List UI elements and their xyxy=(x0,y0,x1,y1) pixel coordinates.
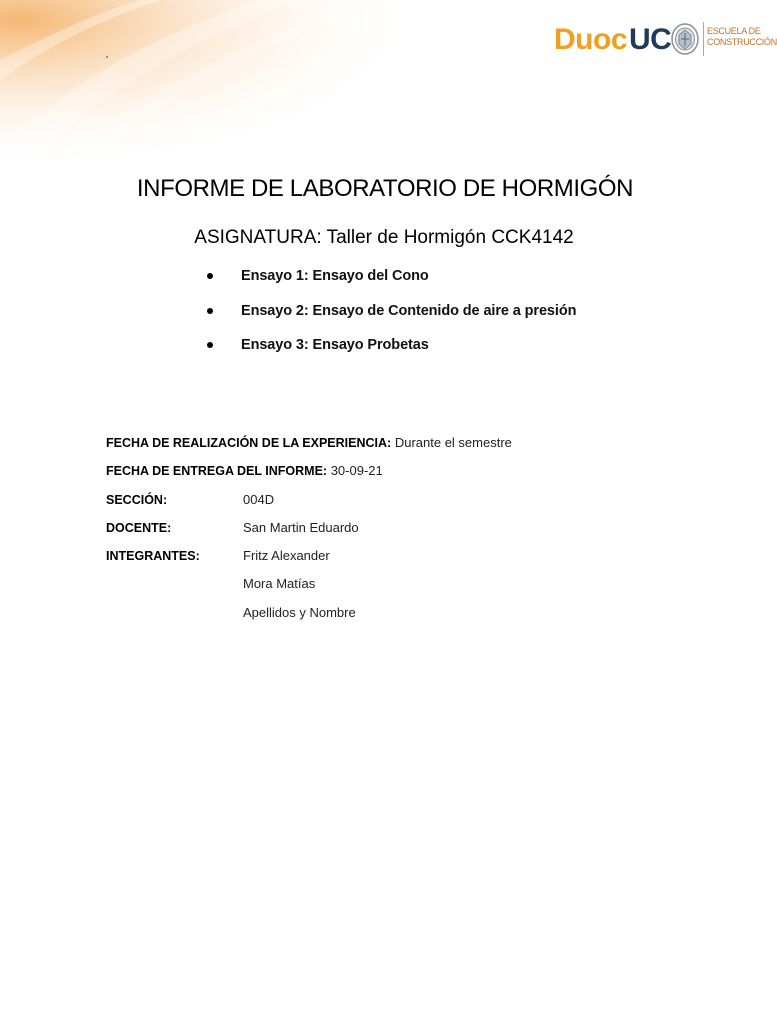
members-row xyxy=(106,546,512,574)
university-seal-icon xyxy=(670,22,700,56)
experience-date-value: Durante el semestre xyxy=(394,435,512,450)
member-name: Mora Matías xyxy=(243,576,316,592)
bullet-icon xyxy=(207,308,213,314)
delivery-date-value: 30-09-21 xyxy=(330,463,383,479)
corner-decoration xyxy=(0,0,420,170)
experience-date-row xyxy=(106,433,512,461)
members-row xyxy=(106,574,512,602)
stray-mark xyxy=(106,56,108,58)
teacher-row xyxy=(106,518,512,546)
list-item xyxy=(207,335,576,370)
logo-school-line1: ESCUELA DE xyxy=(707,26,761,36)
member-name: Fritz Alexander xyxy=(243,548,330,564)
test-label: Ensayo 1: Ensayo del Cono xyxy=(241,268,429,284)
section-value: 004D xyxy=(243,491,275,507)
document-title: INFORME DE LABORATORIO DE HORMIGÓN xyxy=(136,175,634,202)
duoc-uc-logo xyxy=(552,18,777,64)
tests-list xyxy=(207,266,576,370)
subject-label: ASIGNATURA: xyxy=(194,227,322,248)
subject-value: Taller de Hormigón CCK4142 xyxy=(326,227,574,248)
delivery-date-label: FECHA DE ENTREGA DEL INFORME: xyxy=(106,464,328,479)
teacher-value: San Martin Eduardo xyxy=(243,519,359,535)
report-info xyxy=(106,433,512,631)
delivery-date-row xyxy=(106,461,512,489)
logo-brand-secondary: UC xyxy=(629,23,672,56)
test-label: Ensayo 2: Ensayo de Contenido de aire a presión xyxy=(241,302,577,319)
bullet-icon xyxy=(207,342,213,348)
section-label: SECCIÓN: xyxy=(106,492,168,507)
members-row xyxy=(106,603,512,631)
section-row xyxy=(106,490,512,518)
teacher-label: DOCENTE: xyxy=(106,520,172,535)
logo-school-name xyxy=(707,26,777,48)
subject-line xyxy=(0,225,768,251)
list-item xyxy=(207,266,576,301)
test-label: Ensayo 3: Ensayo Probetas xyxy=(241,337,429,353)
logo-brand-primary: Duoc xyxy=(554,23,627,56)
member-name: Apellidos y Nombre xyxy=(243,604,356,620)
list-item xyxy=(207,301,576,336)
logo-school-line2: CONSTRUCCIÓN xyxy=(707,37,777,47)
bullet-icon xyxy=(207,273,213,279)
members-label: INTEGRANTES: xyxy=(106,549,200,564)
experience-date-label: FECHA DE REALIZACIÓN DE LA EXPERIENCIA: xyxy=(106,436,392,450)
logo-divider xyxy=(703,22,704,56)
